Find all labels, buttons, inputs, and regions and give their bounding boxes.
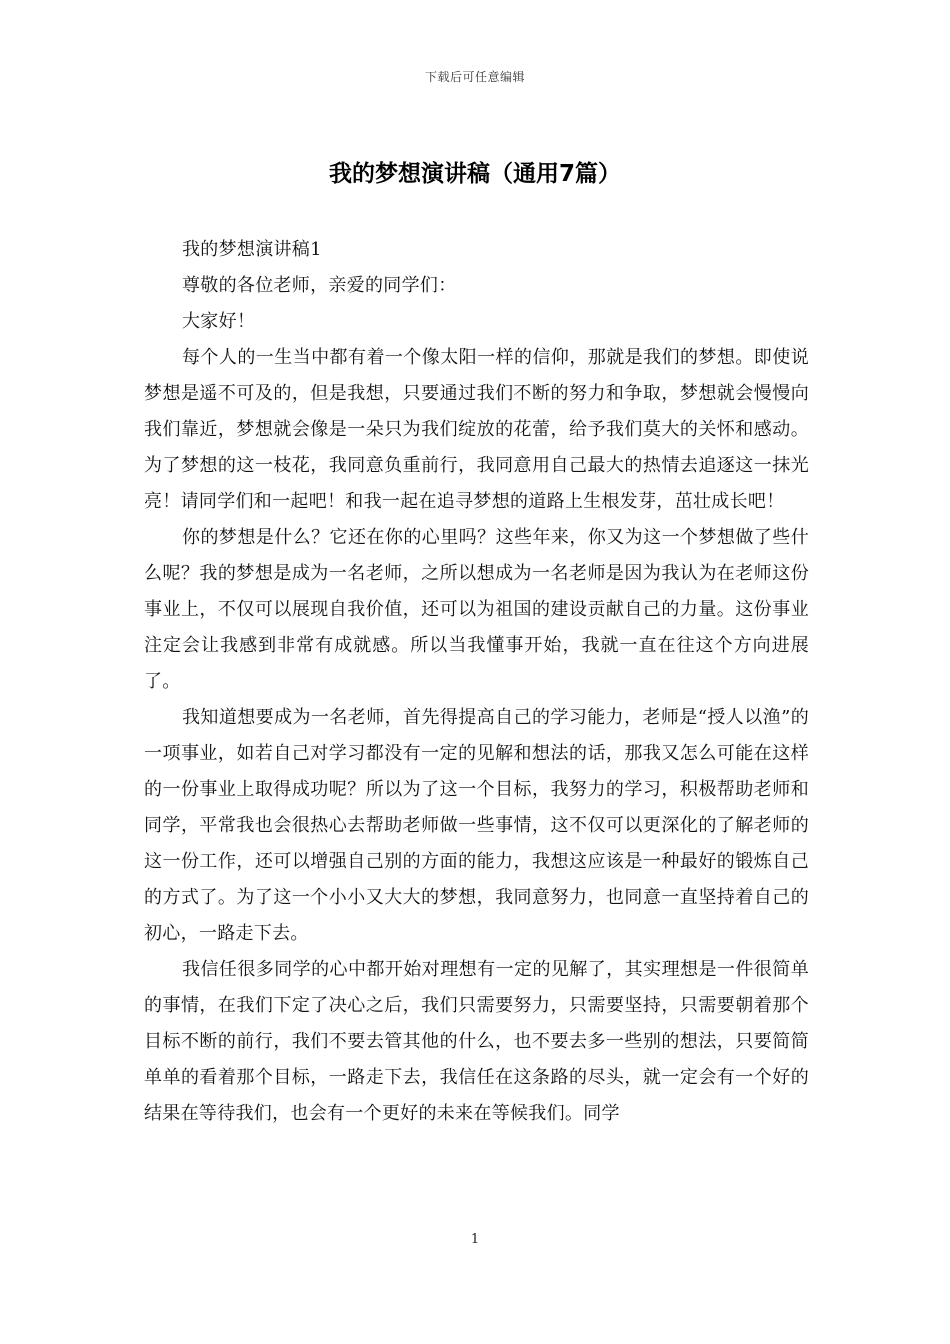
header-note: 下载后可任意编辑 — [424, 70, 525, 84]
paragraph: 我知道想要成为一名老师，首先得提高自己的学习能力，老师是“授人以渔”的一项事业，如若自己对学习都没有一定的见解和想法的话，那我又怎么可能在这样的一份事业上取得成功呢？所以为了这一个目标，我努力的学习，积极帮助老师和同学，平常我也会很热心去帮助老师做一些事情，这不仅可以更深化的了解老师的这一份工作，还可以增强自己别的方面的能力，我想这应该是一种最好的锻炼自己的方式了。为了这一个小小又大大的梦想，我同意努力，也同意一直坚持着自己的初心，一路走下去。 — [144, 707, 809, 944]
document-title: 我的梦想演讲稿（通用7篇） — [328, 161, 621, 187]
greeting: 大家好！ — [182, 311, 256, 332]
paragraph: 我信任很多同学的心中都开始对理想有一定的见解了，其实理想是一件很简单的事情，在我们下定了决心之后，我们只需要努力，只需要坚持，只需要朝着那个目标不断的前行，我们不要去管其他的什么，也不要去多一些别的想法，只要简简单单的看着那个目标，一路走下去，我信任在这条路的尽头，就一定会有一个好的结果在等待我们，也会有一个更好的未来在等候我们。同学 — [144, 959, 809, 1124]
document-body — [144, 232, 809, 1132]
paragraph: 每个人的一生当中都有着一个像太阳一样的信仰，那就是我们的梦想。即使说梦想是遥不可及的，但是我想，只要通过我们不断的努力和争取，梦想就会慢慢向我们靠近，梦想就会像是一朵只为我们绽放的花蕾，给予我们莫大的关怀和感动。为了梦想的这一枝花，我同意负重前行，我同意用自己最大的热情去追逐这一抹光亮！请同学们和一起吧！和我一起在追寻梦想的道路上生根发芽，茁壮成长吧！ — [144, 347, 809, 512]
speech-heading: 我的梦想演讲稿1 — [182, 239, 322, 260]
page-number: 1 — [470, 1232, 480, 1247]
salutation: 尊敬的各位老师，亲爱的同学们： — [182, 275, 457, 296]
paragraph: 你的梦想是什么？它还在你的心里吗？这些年来，你又为这一个梦想做了些什么呢？我的梦想是成为一名老师，之所以想成为一名老师是因为我认为在老师这份事业上，不仅可以展现自我价值，还可以为祖国的建设贡献自己的力量。这份事业注定会让我感到非常有成就感。所以当我懂事开始，我就一直在往这个方向进展了。 — [144, 527, 809, 692]
